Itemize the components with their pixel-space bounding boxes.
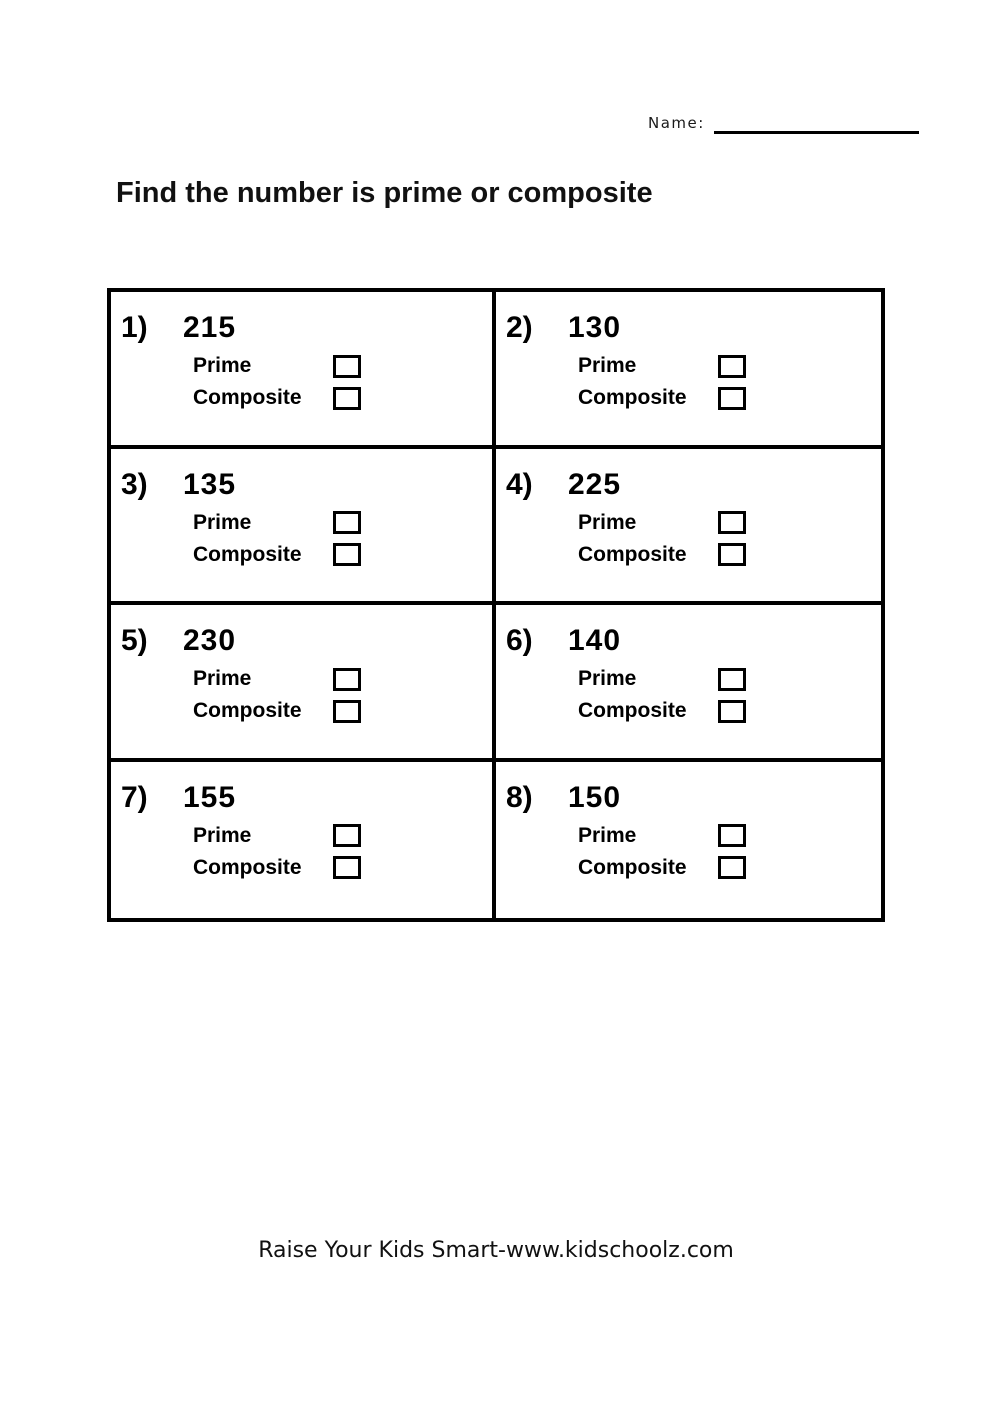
problem-cell-7 <box>111 762 496 919</box>
problem-value: 215 <box>183 311 237 344</box>
problem-cell-5 <box>111 605 496 762</box>
problem-number: 5) <box>121 624 148 657</box>
problem-cell-1 <box>111 292 496 449</box>
prime-checkbox[interactable] <box>718 824 746 847</box>
prime-checkbox[interactable] <box>718 668 746 691</box>
problem-value: 135 <box>183 467 237 501</box>
problems-table <box>107 288 885 922</box>
problem-cell-4 <box>496 449 881 606</box>
problem-cell-8 <box>496 762 881 919</box>
composite-label: Composite <box>193 542 302 566</box>
name-label: Name: <box>648 114 705 132</box>
problem-number: 7) <box>121 780 148 814</box>
prime-label: Prime <box>193 510 252 534</box>
composite-checkbox[interactable] <box>333 856 361 879</box>
page-title: Find the number is prime or composite <box>116 177 653 209</box>
prime-label: Prime <box>578 823 637 847</box>
prime-checkbox[interactable] <box>333 824 361 847</box>
problem-number: 8) <box>506 780 533 814</box>
composite-checkbox[interactable] <box>333 543 361 566</box>
composite-checkbox[interactable] <box>718 856 746 879</box>
footer-text: Raise Your Kids Smart-www.kidschoolz.com <box>258 1238 734 1263</box>
composite-checkbox[interactable] <box>718 543 746 566</box>
prime-checkbox[interactable] <box>333 511 361 534</box>
problem-number: 1) <box>121 311 148 344</box>
problem-number: 6) <box>506 624 533 657</box>
prime-checkbox[interactable] <box>718 511 746 534</box>
problem-cell-6 <box>496 605 881 762</box>
composite-label: Composite <box>578 699 687 722</box>
problem-cell-3 <box>111 449 496 606</box>
composite-label: Composite <box>578 386 687 409</box>
composite-label: Composite <box>578 855 687 879</box>
prime-label: Prime <box>578 510 637 534</box>
composite-checkbox[interactable] <box>333 387 361 410</box>
composite-checkbox[interactable] <box>718 387 746 410</box>
name-block <box>648 114 919 134</box>
prime-label: Prime <box>193 354 252 377</box>
name-input-line[interactable] <box>714 118 919 134</box>
problem-number: 2) <box>506 311 533 344</box>
problem-value: 140 <box>568 624 622 657</box>
prime-label: Prime <box>578 667 637 690</box>
prime-label: Prime <box>578 354 637 377</box>
prime-label: Prime <box>193 667 252 690</box>
problem-value: 230 <box>183 624 237 657</box>
prime-checkbox[interactable] <box>718 355 746 378</box>
prime-label: Prime <box>193 823 252 847</box>
composite-checkbox[interactable] <box>333 700 361 723</box>
composite-label: Composite <box>193 699 302 722</box>
composite-label: Composite <box>193 386 302 409</box>
problem-cell-2 <box>496 292 881 449</box>
composite-label: Composite <box>193 855 302 879</box>
prime-checkbox[interactable] <box>333 668 361 691</box>
composite-checkbox[interactable] <box>718 700 746 723</box>
prime-checkbox[interactable] <box>333 355 361 378</box>
problem-value: 150 <box>568 780 622 814</box>
problem-value: 155 <box>183 780 237 814</box>
problem-value: 225 <box>568 467 622 501</box>
composite-label: Composite <box>578 542 687 566</box>
problem-number: 4) <box>506 467 533 501</box>
problem-number: 3) <box>121 467 148 501</box>
problem-value: 130 <box>568 311 622 344</box>
